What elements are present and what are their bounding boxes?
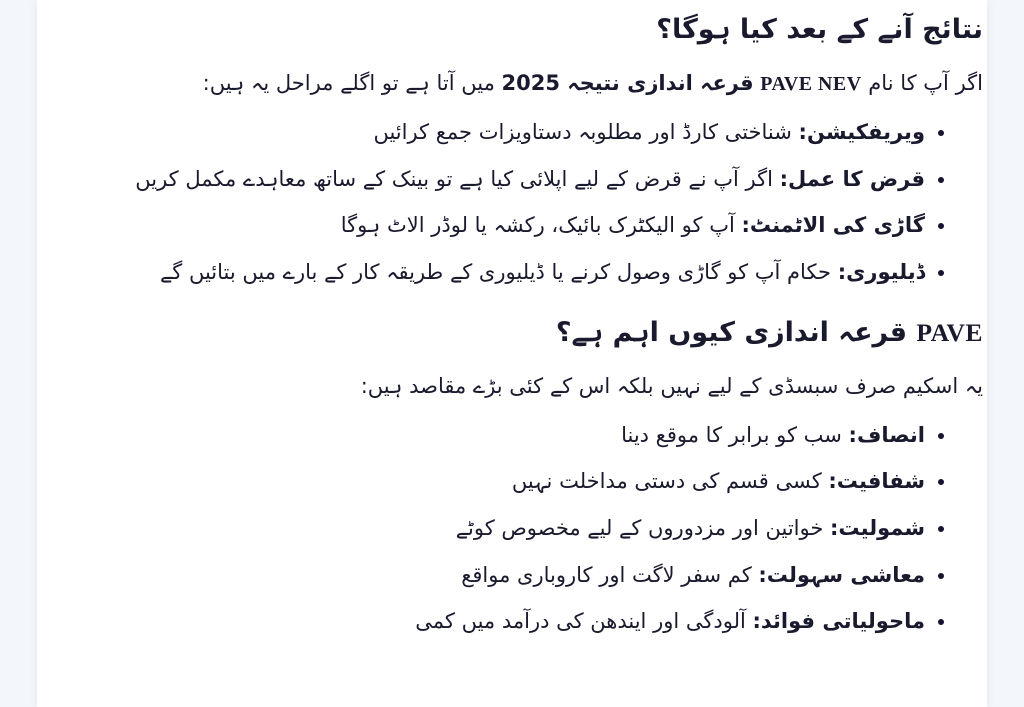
heading-why-important-text: قرعہ اندازی کیوں اہم ہے؟ bbox=[555, 316, 907, 348]
results-intro-after: میں آتا ہے تو اگلے مراحل یہ ہیں: bbox=[202, 71, 495, 96]
heading-why-important bbox=[51, 315, 983, 351]
list-item-text: آلودگی اور ایندھن کی درآمد میں کمی bbox=[415, 609, 746, 634]
list-item-text: آپ کو الیکٹرک بائیک، رکشہ یا لوڈر الاٹ ہوگا bbox=[340, 213, 735, 238]
list-item-term: معاشی سہولت: bbox=[758, 562, 925, 587]
list-item bbox=[51, 209, 925, 242]
list-item-term: شفافیت: bbox=[828, 469, 925, 494]
list-item-text: شناختی کارڈ اور مطلوبہ دستاویزات جمع کرائیں bbox=[373, 120, 792, 145]
next-steps-list bbox=[51, 116, 983, 288]
list-item-text: حکام آپ کو گاڑی وصول کرنے یا ڈیلیوری کے طریقہ کار کے بارے میں بتائیں گے bbox=[160, 259, 832, 284]
list-item-term: انصاف: bbox=[848, 422, 925, 447]
list-item-text: کم سفر لاگت اور کاروباری مواقع bbox=[461, 562, 752, 587]
list-item bbox=[51, 512, 925, 545]
list-item bbox=[51, 256, 925, 289]
importance-list bbox=[51, 419, 983, 638]
list-item-text: خواتین اور مزدوروں کے لیے مخصوص کوٹے bbox=[455, 515, 824, 540]
results-intro-scheme-name: PAVE NEV bbox=[760, 73, 862, 96]
list-item-text: اگر آپ نے قرض کے لیے اپلائی کیا ہے تو بینک کے ساتھ معاہدے مکمل کریں bbox=[135, 166, 773, 191]
results-intro-paragraph bbox=[51, 64, 983, 104]
importance-intro-paragraph: یہ اسکیم صرف سبسڈی کے لیے نہیں بلکہ اس کے کئی بڑے مقاصد ہیں: bbox=[360, 373, 983, 398]
list-item-term: شمولیت: bbox=[830, 515, 925, 540]
list-item-text: کسی قسم کی دستی مداخلت نہیں bbox=[511, 469, 822, 494]
article-content bbox=[37, 0, 987, 707]
list-item bbox=[51, 116, 925, 149]
list-item-term: ماحولیاتی فوائد: bbox=[752, 609, 925, 634]
list-item-term: قرض کا عمل: bbox=[779, 166, 925, 191]
list-item-term: ویریفکیشن: bbox=[798, 120, 925, 145]
heading-scheme-name: PAVE bbox=[916, 317, 983, 347]
list-item-term: ڈیلیوری: bbox=[837, 259, 925, 284]
list-item-text: سب کو برابر کا موقع دینا bbox=[621, 422, 842, 447]
list-item bbox=[51, 605, 925, 638]
heading-results-next-steps: نتائج آنے کے بعد کیا ہوگا؟ bbox=[656, 14, 983, 45]
list-item bbox=[51, 163, 925, 196]
list-item bbox=[51, 465, 925, 498]
results-intro-before: اگر آپ کا نام bbox=[868, 71, 983, 96]
results-intro-lottery-result: قرعہ اندازی نتیجہ 2025 bbox=[501, 71, 754, 96]
list-item bbox=[51, 559, 925, 592]
list-item-term: گاڑی کی الاٹمنٹ: bbox=[741, 213, 925, 238]
list-item bbox=[51, 419, 925, 452]
